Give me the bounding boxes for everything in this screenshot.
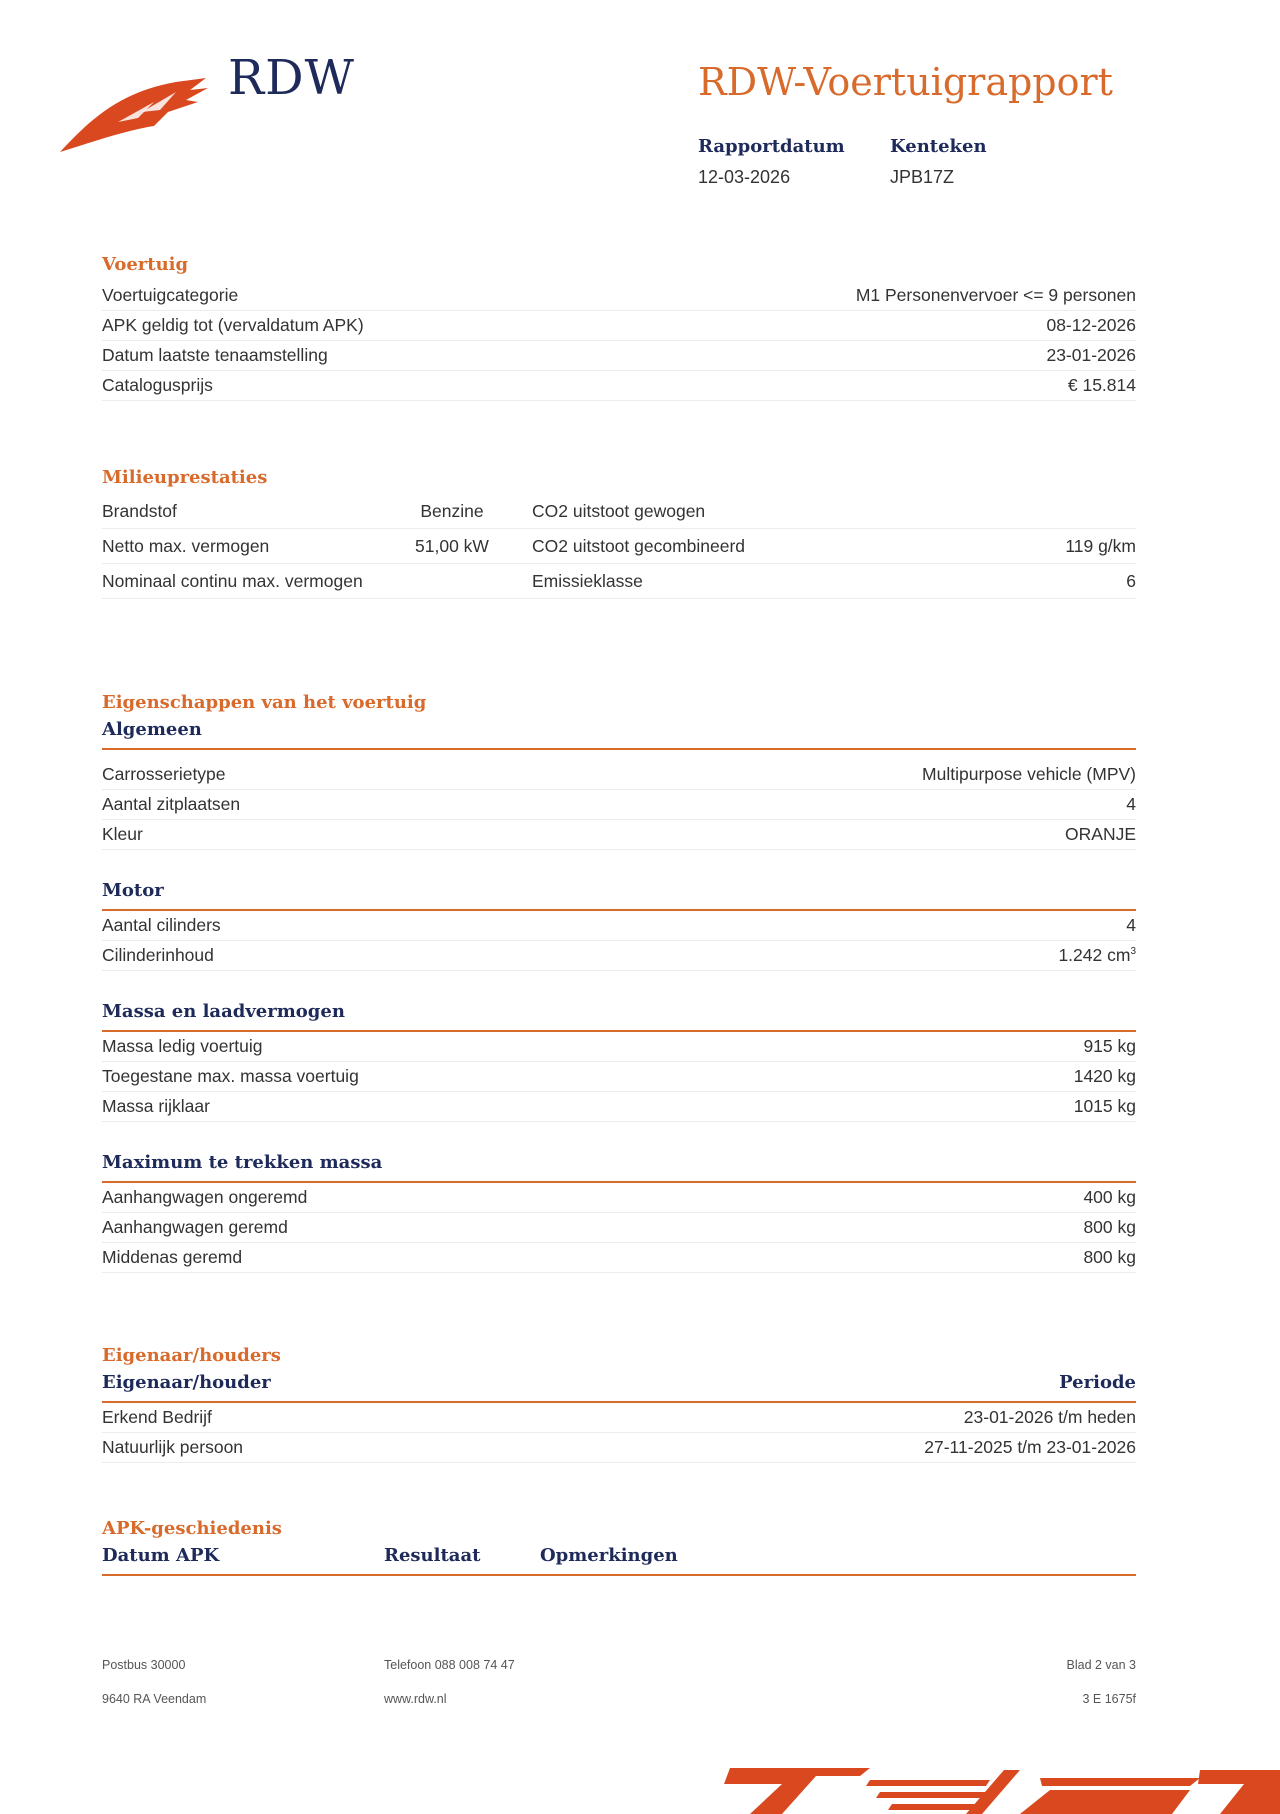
value-text: 1.242 cm [1058,945,1131,965]
row-value: 6 [815,564,1136,599]
row-label: Kleur [102,824,143,844]
row-value: 08-12-2026 [1046,315,1136,335]
table-row [102,1032,1136,1062]
subsection-title: Algemeen [102,719,1136,750]
column-header-remarks: Opmerkingen [540,1545,678,1566]
row-label: Voertuigcategorie [102,285,239,305]
column-header-owner: Eigenaar/houder [102,1372,271,1393]
row-value: € 15.814 [1067,375,1136,395]
section-apk [102,1518,1136,1576]
column-header-period: Periode [1059,1372,1136,1393]
table-row [102,1062,1136,1092]
row-value: ORANJE [1065,824,1136,844]
row-value [372,564,532,599]
superscript: 3 [1130,946,1136,958]
row-label: Erkend Bedrijf [102,1407,212,1427]
table-row [102,1243,1136,1273]
row-value: 119 g/km [815,529,1136,564]
table-row [102,760,1136,790]
report-date-label: Rapportdatum [698,136,845,157]
row-value [815,494,1136,529]
plate-block [890,136,987,188]
row-label: Aanhangwagen ongeremd [102,1187,308,1207]
table-row [102,820,1136,850]
owner-table-header [102,1372,1136,1403]
row-label: Aantal zitplaatsen [102,794,241,814]
row-label: APK geldig tot (vervaldatum APK) [102,315,364,335]
row-value: 4 [1126,915,1136,935]
row-value: M1 Personenvervoer <= 9 personen [855,285,1136,305]
section-eigenaar [102,1345,1136,1463]
table-row [102,790,1136,820]
row-label: Carrosserietype [102,764,226,784]
section-eigenschappen [102,692,1136,1273]
row-label: Catalogusprijs [102,375,213,395]
footer-page-info [1067,1658,1137,1706]
footer-contact [384,1658,515,1706]
row-label: Netto max. vermogen [102,529,372,564]
table-row [102,1403,1136,1433]
column-header-date: Datum APK [102,1545,220,1566]
column-header-result: Resultaat [384,1545,481,1566]
section-title: Voertuig [102,254,189,275]
section-voertuig [102,254,1136,401]
subsection-title: Motor [102,880,1136,911]
row-value: Multipurpose vehicle (MPV) [922,764,1136,784]
row-value: 51,00 kW [372,529,532,564]
logo-text: RDW [228,50,355,106]
plate-label: Kenteken [890,136,987,157]
row-value: 27-11-2025 t/m 23-01-2026 [924,1437,1136,1457]
row-value: 800 kg [1083,1247,1136,1267]
row-label: Toegestane max. massa voertuig [102,1066,359,1086]
row-label: CO2 uitstoot gecombineerd [532,529,815,564]
subsection-title: Massa en laadvermogen [102,1001,1136,1032]
row-value: Benzine [372,494,532,529]
table-row [102,371,1136,401]
table-row [102,311,1136,341]
row-label: Natuurlijk persoon [102,1437,244,1457]
row-value: 4 [1126,794,1136,814]
footer-page-number: Blad 2 van 3 [1066,1658,1136,1672]
footer-address [102,1658,206,1706]
row-label: Aantal cilinders [102,915,221,935]
row-label: Cilinderinhoud [102,945,214,965]
row-value: 1015 kg [1073,1096,1136,1116]
row-label: Emissieklasse [532,564,815,599]
row-label: Middenas geremd [102,1247,243,1267]
row-label: Massa ledig voertuig [102,1036,263,1056]
footer-address-line: 9640 RA Veendam [102,1692,207,1706]
row-label: Massa rijklaar [102,1096,210,1116]
table-row [102,1433,1136,1463]
report-date-value: 12-03-2026 [698,167,791,187]
subsection-title: Maximum te trekken massa [102,1152,1136,1183]
rdw-logo-icon [58,52,208,160]
footer-code: 3 E 1675f [1082,1692,1136,1706]
table-row [102,1183,1136,1213]
section-milieu [102,467,1136,599]
decorative-stripes-icon [720,1760,1280,1814]
row-value [1058,945,1136,966]
table-row [102,281,1136,311]
row-label: Brandstof [102,494,372,529]
row-value: 1420 kg [1073,1066,1136,1086]
table-row [102,911,1136,941]
page-title: RDW-Voertuigrapport [698,60,1113,104]
table-row [102,941,1136,971]
report-date-block [698,136,845,188]
row-value: 400 kg [1083,1187,1136,1207]
plate-value: JPB17Z [890,167,955,187]
apk-table-header [102,1545,1136,1576]
row-value: 800 kg [1083,1217,1136,1237]
section-title: APK-geschiedenis [102,1518,282,1539]
row-label: Datum laatste tenaamstelling [102,345,328,365]
row-label: CO2 uitstoot gewogen [532,494,815,529]
row-value: 915 kg [1083,1036,1136,1056]
row-value: 23-01-2026 t/m heden [963,1407,1136,1427]
section-title: Eigenaar/houders [102,1345,281,1366]
row-label: Aanhangwagen geremd [102,1217,288,1237]
row-value: 23-01-2026 [1046,345,1136,365]
table-row [102,1213,1136,1243]
footer-phone: Telefoon 088 008 74 47 [384,1658,515,1672]
footer-website: www.rdw.nl [384,1692,447,1706]
section-title: Milieuprestaties [102,467,268,488]
row-label: Nominaal continu max. vermogen [102,564,372,599]
footer-address-line: Postbus 30000 [102,1658,186,1672]
section-title: Eigenschappen van het voertuig [102,692,427,713]
table-row [102,341,1136,371]
table-row [102,1092,1136,1122]
milieu-grid [102,494,1136,599]
